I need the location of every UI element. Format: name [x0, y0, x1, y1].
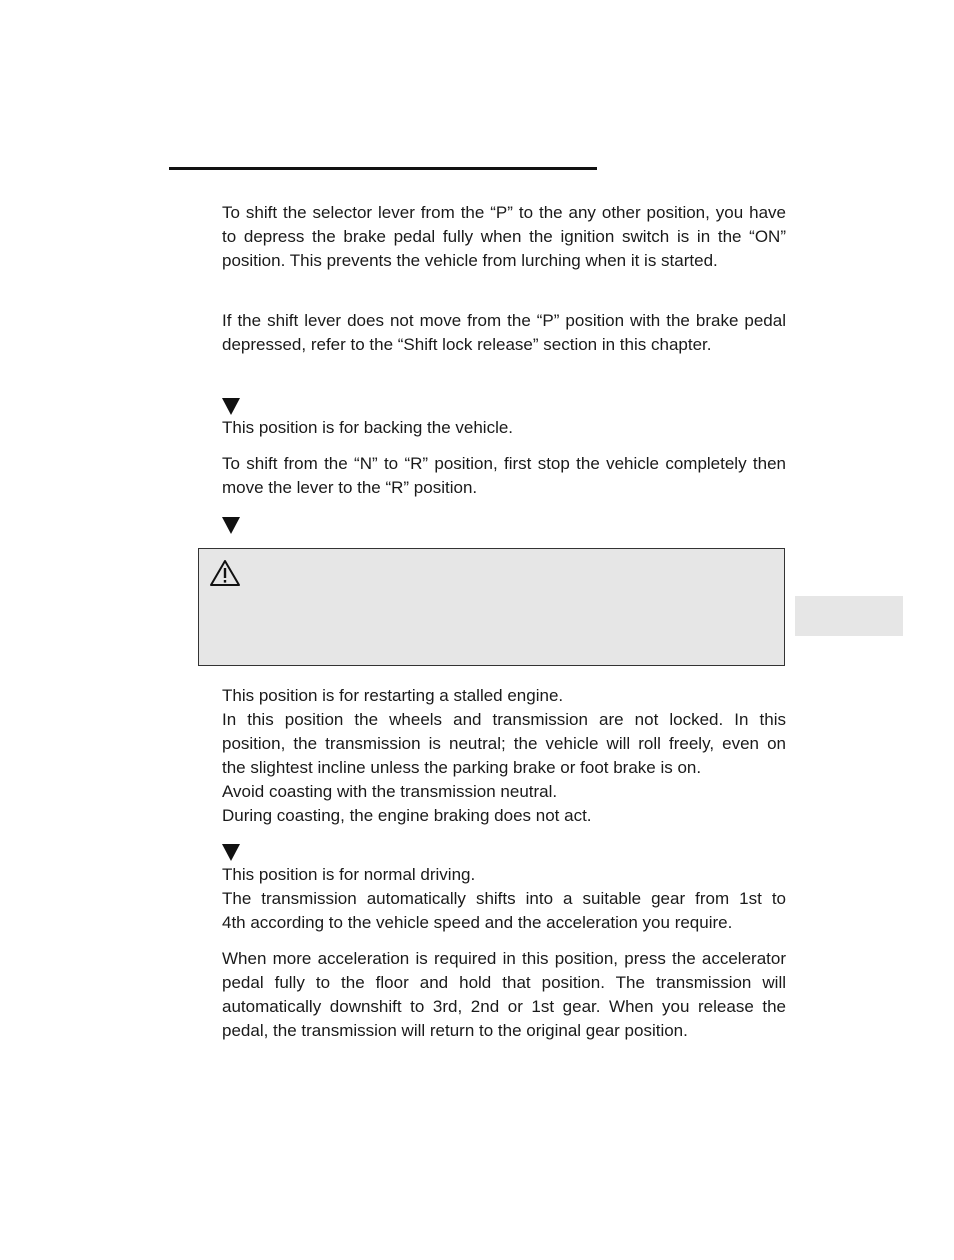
section-rule — [169, 167, 597, 170]
drive-line-2: The transmission automatically shifts into a suitable gear from 1st to — [222, 889, 786, 908]
neutral-heading-marker-icon — [222, 517, 240, 534]
drive-line-3: 4th according to the vehicle speed and the acceleration you require. — [222, 913, 733, 932]
warning-triangle-icon — [209, 559, 241, 587]
park-paragraph-1: To shift the selector lever from the “P” to the any other position, you have to depress the brake pedal fully when the ignition switch is in the “ON” position. This prevents the vehicle from lurching when it is started. — [222, 203, 786, 270]
reverse-paragraph-2: To shift from the “N” to “R” position, first stop the vehicle completely then move the lever to the “R” position. — [222, 454, 786, 497]
reverse-line-1: This position is for backing the vehicle. — [222, 418, 514, 437]
drive-paragraph-2: When more acceleration is required in this position, press the accelerator pedal fully to the floor and hold that position. The transmission will automatically downshift to 3rd, 2nd or 1st gear. When you release the pedal, the transmission will return to the original gear position. — [222, 949, 786, 1040]
neutral-line-6: During coasting, the engine braking does not act. — [222, 806, 592, 825]
neutral-line-1: This position is for restarting a stalled engine. — [222, 686, 564, 705]
neutral-line-2: In this position the wheels and transmission are not locked. In this — [222, 710, 786, 729]
neutral-line-3: position, the transmission is neutral; the vehicle will roll freely, even on — [222, 734, 786, 753]
caution-box — [198, 548, 785, 666]
drive-line-1: This position is for normal driving. — [222, 865, 476, 884]
neutral-line-5: Avoid coasting with the transmission neutral. — [222, 782, 558, 801]
park-paragraph-2: If the shift lever does not move from the “P” position with the brake pedal depressed, refer to the “Shift lock release” section in this chapter. — [222, 311, 786, 354]
reverse-heading-marker-icon — [222, 398, 240, 415]
drive-heading-marker-icon — [222, 844, 240, 861]
chapter-tab — [795, 596, 903, 636]
neutral-line-4: the slightest incline unless the parking brake or foot brake is on. — [222, 758, 702, 777]
